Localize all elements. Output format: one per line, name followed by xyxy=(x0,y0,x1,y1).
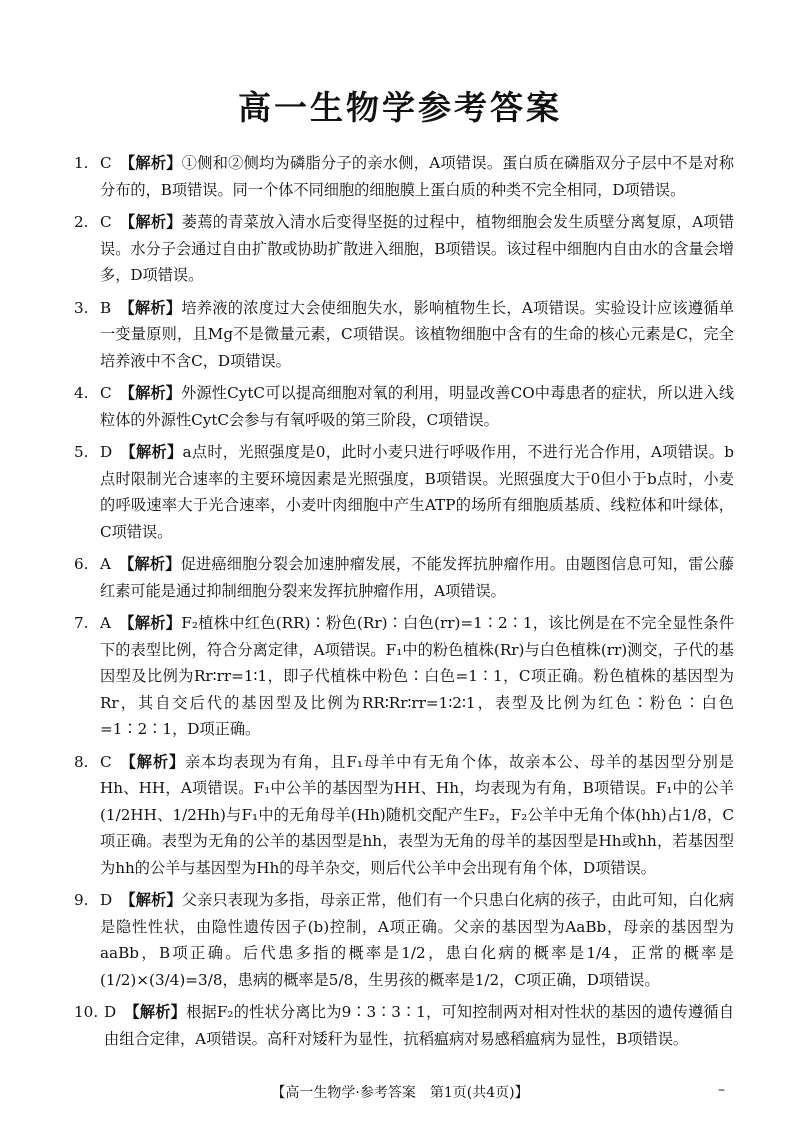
item-text: 父亲只表现为多指，母亲正常，他们有一个只患白化病的孩子，由此可知，白化病是隐性性状，由隐性遗传因子(b)控制，A项正确。父亲的基因型为AaBb，母亲的基因型为aaBb，B项正确。后代患多指的概率是1/2，患白化病的概率是1/4，正常的概率是(1/2)×(3/4)=3/8，患病的概率是5/8，生男孩的概率是1/2，C项正确，D项错误。 xyxy=(100,891,735,989)
item-answer: C xyxy=(100,384,112,402)
item-answer: D xyxy=(100,443,113,461)
item-text: 萎蔫的青菜放入清水后变得坚挺的过程中，植物细胞会发生质壁分离复原，A项错误。水分子会通过自由扩散或协助扩散进入细胞，B项错误。该过程中细胞内自由水的含量会增多，D项错误。 xyxy=(100,213,735,284)
item-text: 促进癌细胞分裂会加速肿瘤发展，不能发挥抗肿瘤作用。由题图信息可知，雷公藤红素可能是通过抑制细胞分裂来发挥抗肿瘤作用，A项错误。 xyxy=(100,555,735,600)
footer-mark: – xyxy=(718,1082,725,1098)
answer-item-4 xyxy=(74,380,734,433)
item-number: 4. xyxy=(74,384,89,402)
item-tag: 【解析】 xyxy=(118,614,182,632)
item-number: 5. xyxy=(74,443,89,461)
item-text: F₂植株中红色(RR)∶粉色(Rr)∶白色(rr)=1∶2∶1，该比例是在不完全显性条件下的表型比例，符合分离定律，A项错误。F₁中的粉色植株(Rr)与白色植株(rr)测交，子代的基因型及比例为Rr∶rr=1∶1，即子代植株中粉色∶白色=1∶1，C项正确。粉色植株的基因型为Rr，其自交后代的基因型及比例为RR∶Rr∶rr=1∶2∶1，表型及比例为红色∶粉色∶白色=1∶2∶1，D项正确。 xyxy=(100,614,734,738)
item-tag: 【解析】 xyxy=(118,555,181,573)
item-answer: A xyxy=(100,555,111,573)
item-answer: D xyxy=(100,891,113,909)
item-tag: 【解析】 xyxy=(124,1003,187,1021)
item-text: 根据F₂的性状分离比为9∶3∶3∶1，可知控制两对相对性状的基因的遗传遵循自由组合定律，A项错误。高秆对矮秆为显性，抗稻瘟病对易感稻瘟病为显性，B项错误。 xyxy=(104,1003,735,1048)
item-answer: C xyxy=(100,154,112,172)
answer-item-9 xyxy=(74,887,734,993)
item-answer: D xyxy=(104,1003,117,1021)
item-text: a点时，光照强度是0，此时小麦只进行呼吸作用，不进行光合作用，A项错误。b点时限制光合速率的主要环境因素是光照强度，B项错误。光照强度大于0但小于b点时，小麦的呼吸速率大于光合速率，小麦叶肉细胞中产生ATP的场所有细胞质基质、线粒体和叶绿体，C项错误。 xyxy=(100,443,734,541)
item-tag: 【解析】 xyxy=(120,891,182,909)
item-text: 培养液的浓度过大会使细胞失水，影响植物生长，A项错误。实验设计应该遵循单一变量原则，且Mg不是微量元素，C项错误。该植物细胞中含有的生命的核心元素是C，完全培养液中不含C，D项错误。 xyxy=(100,298,735,370)
item-tag: 【解析】 xyxy=(119,154,182,172)
item-tag: 【解析】 xyxy=(119,384,182,402)
item-number: 2. xyxy=(74,213,89,231)
page-footer: 【高一生物学·参考答案 第1页(共4页)】 xyxy=(271,1085,529,1101)
item-text: ①侧和②侧均为磷脂分子的亲水侧，A项错误。蛋白质在磷脂双分子层中不是对称分布的，B项错误。同一个体不同细胞的细胞膜上蛋白质的种类不完全相同，D项错误。 xyxy=(100,154,735,199)
item-tag: 【解析】 xyxy=(120,443,183,461)
item-number: 8. xyxy=(74,752,89,771)
item-number: 1. xyxy=(74,154,89,172)
page-title: 高一生物学参考答案 xyxy=(238,88,562,127)
item-number: 10. xyxy=(74,1003,99,1021)
answer-item-10 xyxy=(74,999,734,1052)
item-answer: C xyxy=(100,213,112,231)
answer-item-8 xyxy=(74,749,734,882)
answer-item-7 xyxy=(74,610,734,743)
answer-item-6 xyxy=(74,551,734,604)
item-answer: C xyxy=(100,752,112,771)
item-tag: 【解析】 xyxy=(119,298,182,317)
item-text: 外源性CytC可以提高细胞对氧的利用，明显改善CO中毒患者的症状，所以进入线粒体的外源性CytC会参与有氧呼吸的第三阶段，C项错误。 xyxy=(100,384,735,429)
item-answer: A xyxy=(100,614,111,632)
item-number: 9. xyxy=(74,891,89,909)
item-text: 亲本均表现为有角，且F₁母羊中有无角个体，故亲本公、母羊的基因型分别是Hh、HH，A项错误。F₁中公羊的基因型为HH、Hh，均表现为有角，B项错误。F₁中的公羊(1/2HH、1/2Hh)与F₁中的无角母羊(Hh)随机交配产生F₂，F₂公羊中无角个体(hh)占1/8，C项正确。表型为无角的公羊的基因型是hh，表型为无角的母羊的基因型是Hh或hh，若基因型为hh的公羊与基因型为Hh的母羊杂交，则后代公羊中会出现有角个体，D项错误。 xyxy=(100,752,734,877)
answer-list xyxy=(74,150,734,1052)
answer-item-1 xyxy=(74,150,734,203)
item-number: 6. xyxy=(74,555,89,573)
item-tag: 【解析】 xyxy=(119,213,182,231)
answer-item-5 xyxy=(74,439,734,545)
item-number: 7. xyxy=(74,614,89,632)
answer-item-3 xyxy=(74,295,734,375)
answer-item-2 xyxy=(74,209,734,289)
item-answer: B xyxy=(100,298,112,317)
item-tag: 【解析】 xyxy=(119,752,186,771)
item-number: 3. xyxy=(74,298,89,317)
